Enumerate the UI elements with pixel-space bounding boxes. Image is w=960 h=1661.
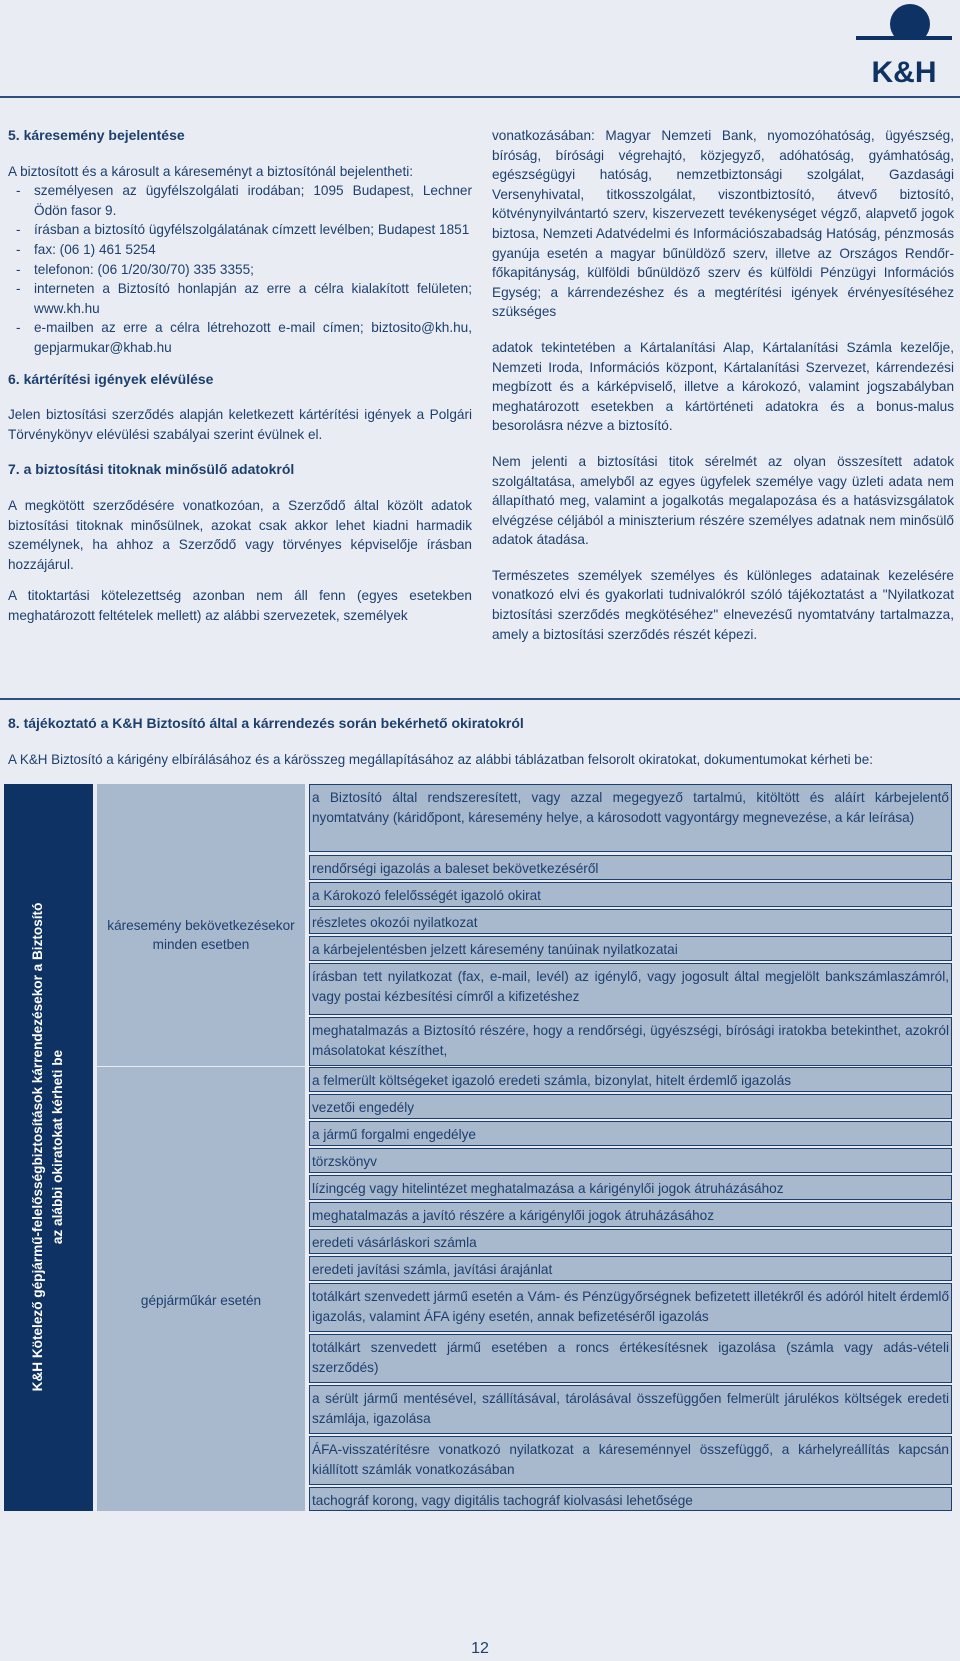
table-row: a kárbejelentésben jelzett káresemény tanúinak nyilatkozatai (309, 936, 952, 961)
header-rule (0, 96, 960, 98)
table-row: meghatalmazás a javító részére a kárigénylői jogok átruházásához (309, 1202, 952, 1227)
table-row: lízingcég vagy hitelintézet meghatalmazása a kárigénylői jogok átruházásához (309, 1175, 952, 1200)
table-row: a Biztosító által rendszeresített, vagy azzal megegyező tartalmú, kitöltött és aláírt kárbejelentő nyomtatvány (káridőpont, káresemény helye, a károsodott vagyontárgy megnevezése, a kár leírása) (309, 784, 952, 852)
table-vertical-header (4, 784, 93, 1511)
section-5-intro: A biztosított és a károsult a káreseményt a biztosítónál bejelentheti: (8, 163, 414, 179)
right-paragraph-2: adatok tekintetében a Kártalanítási Alap, Kártalanítási Számla kezelője, Nemzeti Iroda, Információs központ, Kártalanítási Szervezet, kárrendezési megbízott és a kárképviselő, illetve a károkozó, valamint jogszabályban meghatározott esetekben a kártörténeti adatokra és a bonus-malus besorolásra nézve a biztosító. (492, 339, 954, 434)
table-row: törzskönyv (309, 1148, 952, 1173)
table-row: totálkárt szenvedett jármű esetén a Vám- és Pénzügyőrségnek befizetett illetékről és adóról hitelt érdemlő igazolás, valamint ÁFA igény esetén, annak befizetéséről igazolás (309, 1283, 952, 1332)
group-1-label-cell (97, 784, 305, 1066)
list-item: - e-mailben az erre a célra létrehozott e-mail címen; biztosito@kh.hu, gepjarmukar@khab.hu (8, 318, 472, 357)
table-row: vezetői engedély (309, 1094, 952, 1119)
table-row: a jármű forgalmi engedélye (309, 1121, 952, 1146)
group-1-label: káresemény bekövetkezésekor minden esetben (107, 918, 295, 952)
list-item: - fax: (06 1) 461 5254 (8, 240, 472, 260)
section-8-rule (0, 698, 960, 700)
left-column (8, 126, 472, 625)
table-row: írásban tett nyilatkozat (fax, e-mail, levél) az igénylő, vagy jogosult által megjelölt bankszámlaszámról, vagy postai kézbesítési címről a kifizetéshez (309, 963, 952, 1015)
list-item: - személyesen az ügyfélszolgálati irodában; 1095 Budapest, Lechner Ödön fasor 9. (8, 181, 472, 220)
group-2-label: gépjárműkár esetén (140, 1293, 262, 1308)
table-row: eredeti javítási számla, javítási árajánlat (309, 1256, 952, 1281)
table-row: rendőrségi igazolás a baleset bekövetkezéséről (309, 855, 952, 880)
group-2-label-cell (97, 1067, 305, 1511)
section-5-title: 5. káresemény bejelentése (8, 127, 185, 143)
kh-logo (852, 2, 956, 86)
table-row: a felmerült költségeket igazoló eredeti számla, bizonylat, hitelt érdemlő igazolás (309, 1067, 952, 1092)
section-6-title: 6. kártérítési igények elévülése (8, 370, 214, 387)
vertical-header-line-1: K&H Kötelező gépjármű-felelősségbiztosítások kárrendezésekor a Biztosító (30, 902, 45, 1392)
table-row: tachográf korong, vagy digitális tachográf kiolvasási lehetősége (309, 1487, 952, 1511)
page-number: 12 (471, 1640, 489, 1657)
table-row: a Károkozó felelősségét igazoló okirat (309, 882, 952, 907)
table-row: ÁFA-visszatérítésre vonatkozó nyilatkozat a káreseménnyel összefüggő, a kárhelyreállítás kapcsán kiállított számlák vonatkozásában (309, 1436, 952, 1485)
list-item: - telefonon: (06 1/20/30/70) 335 3355; (8, 260, 472, 280)
table-row: totálkárt szenvedett jármű esetében a roncs értékesítésnek igazolása (számla vagy adás-vételi szerződés) (309, 1334, 952, 1383)
table-row: meghatalmazás a Biztosító részére, hogy a rendőrségi, ügyészségi, bírósági iratokba betekinthet, azokról másolatokat készíthet, (309, 1017, 952, 1066)
section-6-text: Jelen biztosítási szerződés alapján keletkezett kártérítési igények a Polgári Törvénykönyv elévülési szabályai szerint évülnek el. (8, 407, 472, 442)
section-7-paragraph-2: A titoktartási kötelezettség azonban nem áll fenn (egyes esetekben meghatározott feltételek mellett) az alábbi szervezetek, személyek (8, 588, 472, 623)
section-5-list (8, 181, 472, 357)
table-row: részletes okozói nyilatkozat (309, 909, 952, 934)
list-item: - interneten a Biztosító honlapján az erre a célra kialakított felületen; www.kh.hu (8, 279, 472, 318)
vertical-header-text (28, 797, 68, 1497)
right-paragraph-4: Természetes személyek személyes és különleges adatainak kezelésére vonatkozó elvi és gyakorlati tudnivalókról szóló tájékoztatást a "Nyilatkozat biztosítási szerződés megkötéséhez" elnevezésű nyomtatvány tartalmazza, amely a biztosítási szerződés részét képezi. (492, 567, 954, 642)
table-row: eredeti vásárláskori számla (309, 1229, 952, 1254)
right-paragraph-1: vonatkozásában: Magyar Nemzeti Bank, nyomozóhatóság, ügyészség, bíróság, bírósági végrehajtó, közjegyző, adóhatóság, gyámhatóság, egészségügyi hatóság, nemzetbiztonsági szolgálat, Gazdasági Versenyhivatal, titkosszolgálat, viszontbiztosító, átvevő biztosító, kötvénynyilvántartó szerv, kiszervezett tevékenységet végző, alapvető jogok biztosa, Nemzeti Adatvédelmi és Információszabadság Hatóság, pénzmosás gyanúja esetén a magyar bűnüldöző szerv, illetve az Országos Rendőr-főkapitányság, külföldi bűnüldöző szerv és külföldi Pénzügyi Információs Egység; a kárrendezéshez és a megtérítési igények érvényesítéséhez szükséges (492, 128, 954, 320)
section-7-paragraph-1: A megkötött szerződésére vonatkozóan, a Szerződő által közölt adatok biztosítási titoknak minősülnek, azokat csak akkor lehet kiadni harmadik személynek, ha ahhoz a Szerződő vagy törvényes képviselője írásban hozzájárul. (8, 497, 472, 572)
right-column (492, 126, 954, 644)
logo-text: K&H (871, 56, 937, 86)
list-item: - írásban a biztosító ügyfélszolgálatának címzett levélben; Budapest 1851 (8, 220, 472, 240)
section-8-intro: A K&H Biztosító a kárigény elbírálásához és a kárösszeg megállapításához az alábbi táblázatban felsorolt okiratokat, dokumentumokat kérheti be: (8, 752, 873, 767)
vertical-header-line-2: az alábbi okiratokat kérheti be (50, 1049, 65, 1245)
section-8-title: 8. tájékoztató a K&H Biztosító által a kárrendezés során bekérhető okiratokról (8, 715, 524, 731)
section-7-title: 7. a biztosítási titoknak minősülő adatokról (8, 461, 295, 478)
table-row: a sérült jármű mentésével, szállításával, tárolásával összefüggően felmerült járulékos költségek eredeti számlája, igazolása (309, 1385, 952, 1434)
right-paragraph-3: Nem jelenti a biztosítási titok sérelmét az olyan összesített adatok szolgáltatása, amelyből az egyes ügyfelek személye vagy üzleti adata nem állapítható meg, valamint a jogalkotás megalapozása és a hatásvizsgálatok elvégzése céljából a miniszterium részére személyes adatnak nem minősülő adatok átadása. (492, 453, 954, 548)
